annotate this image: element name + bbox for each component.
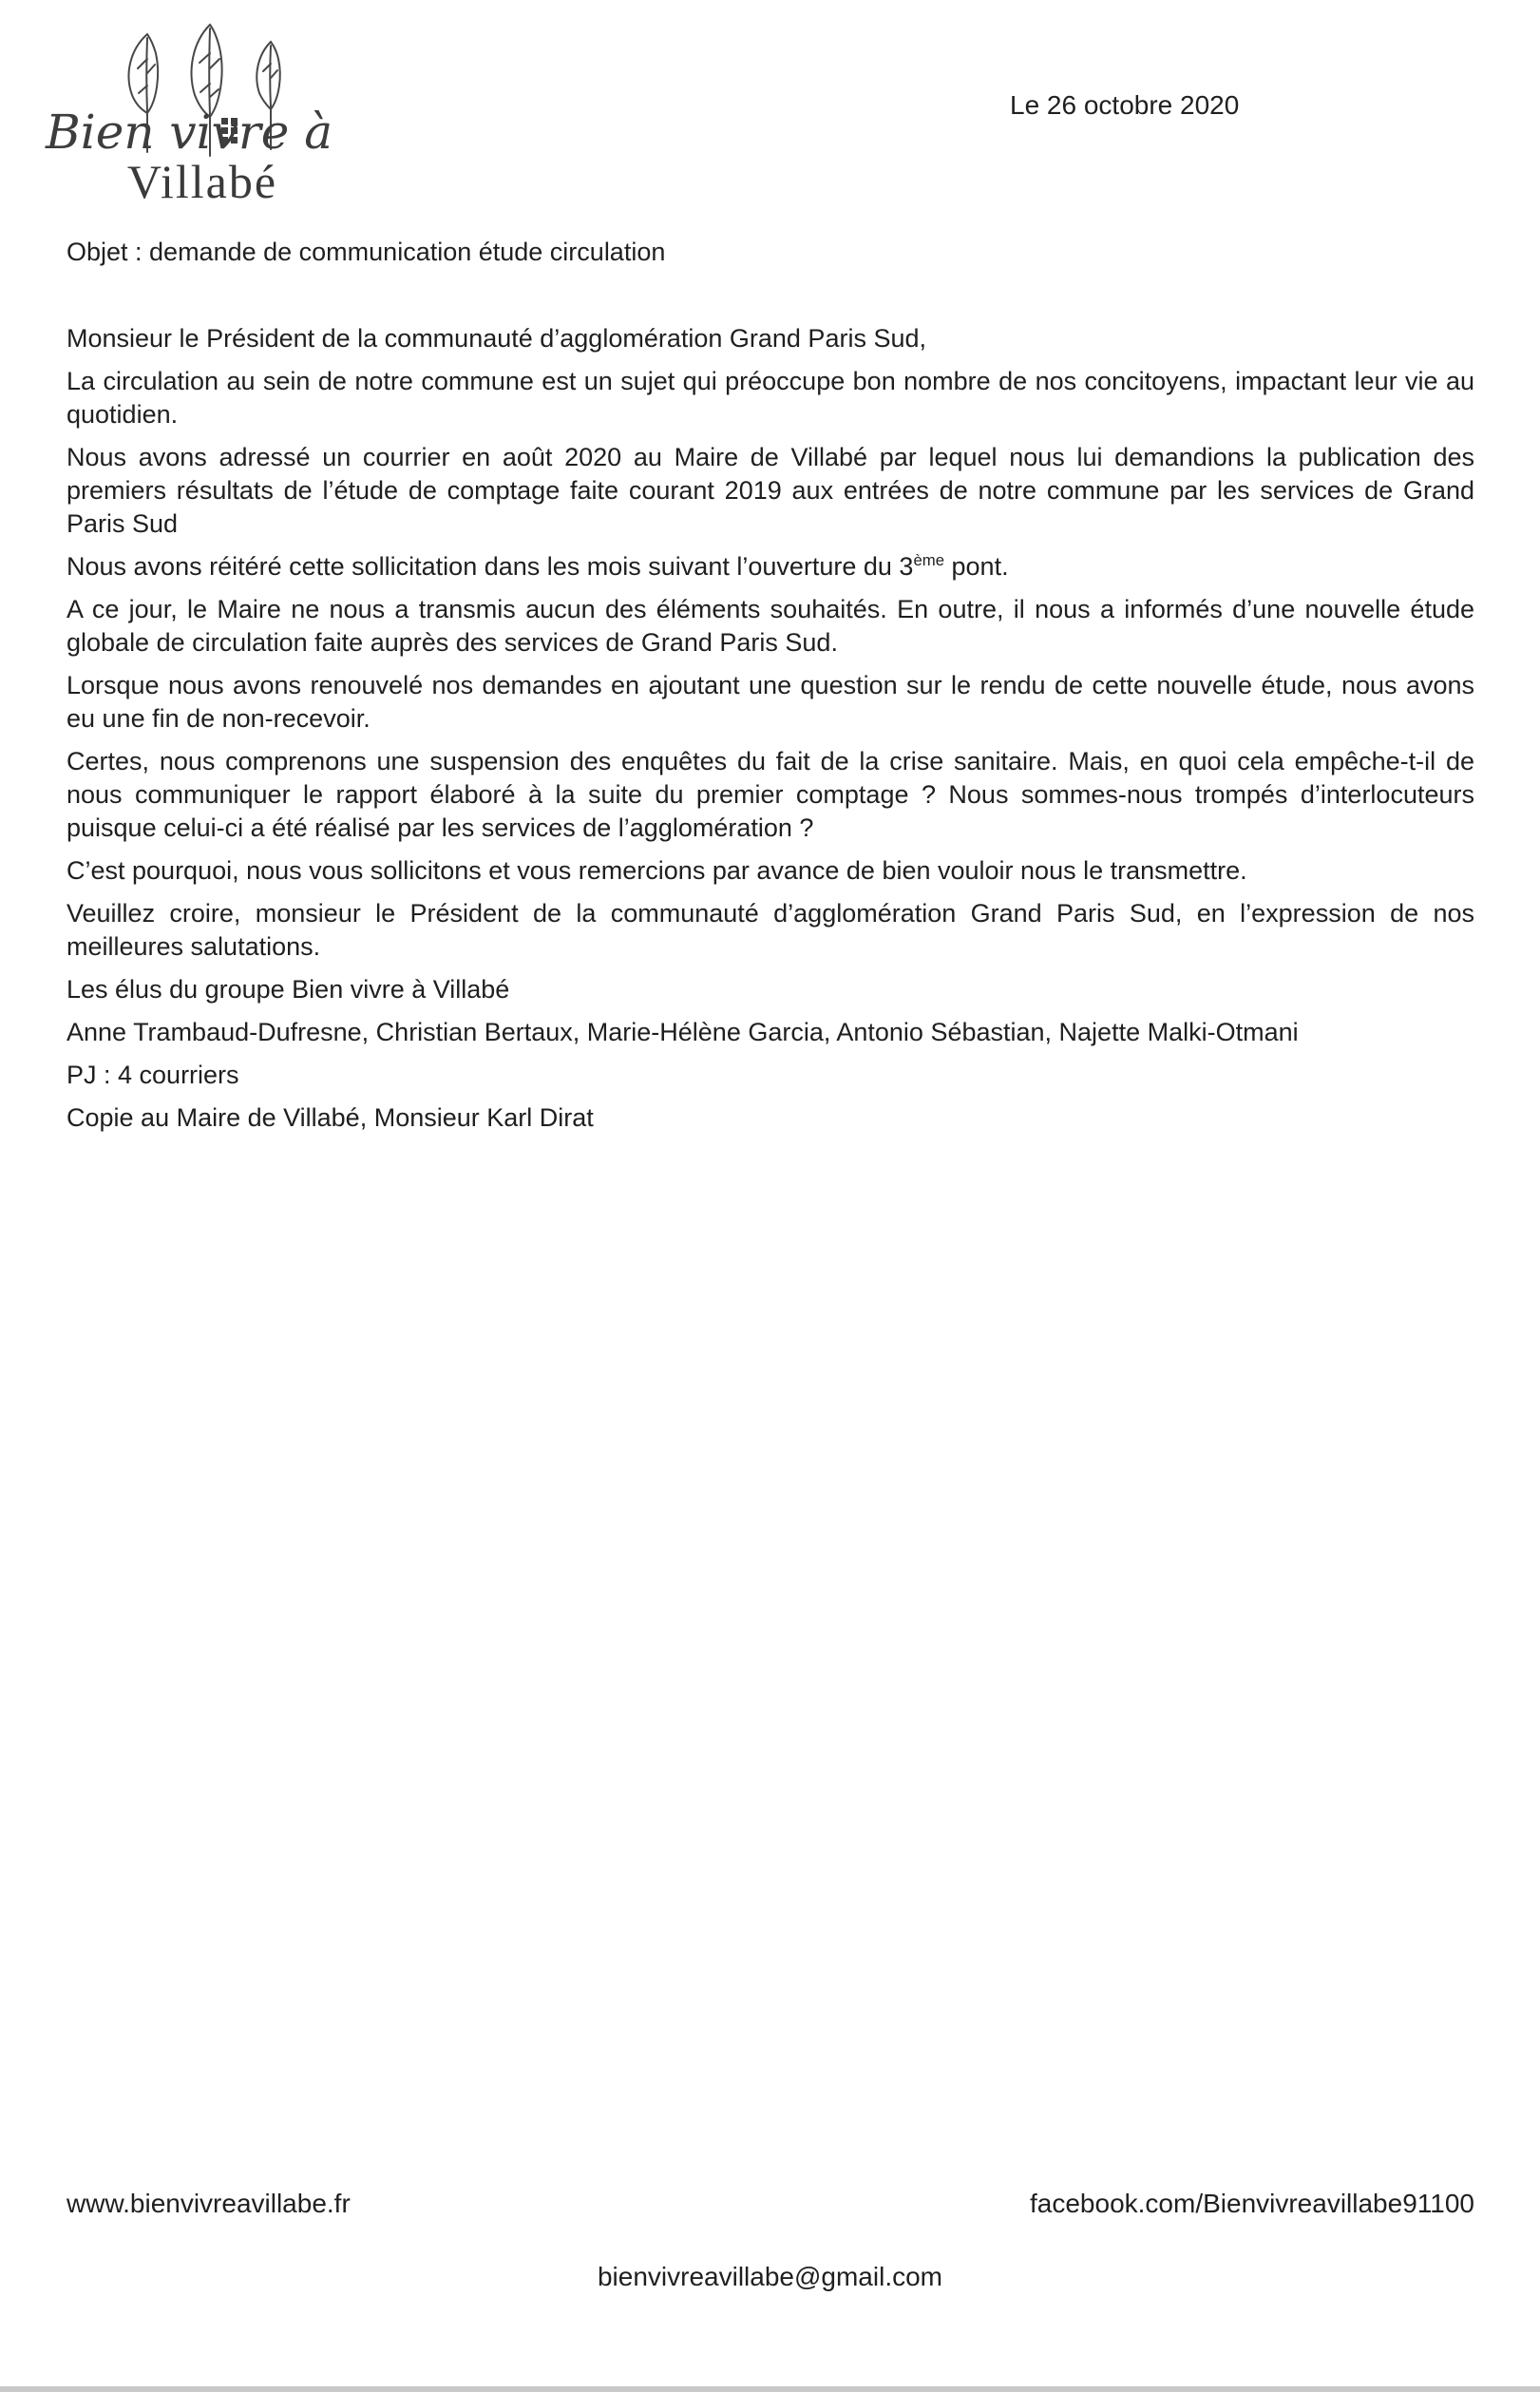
paragraph-lorsque: Lorsque nous avons renouvelé nos demandes en ajoutant une question sur le rendu de cette nouvelle étude, nous avons eu une fin de non-recevoir. — [67, 671, 1474, 733]
paragraph-a-ce-jour: A ce jour, le Maire ne nous a transmis aucun des éléments souhaités. En outre, il nous a informés d’une nouvelle étude globale de circulation faite auprès des services de Grand Paris Sud. — [67, 595, 1474, 657]
signature-group-line: Les élus du groupe Bien vivre à Villabé — [67, 975, 510, 1004]
footer — [67, 2189, 1474, 2219]
paragraph-salutation: Monsieur le Président de la communauté d’agglomération Grand Paris Sud, — [67, 324, 926, 353]
letter-body — [67, 238, 1474, 1144]
paragraph-cest-pourquoi: C’est pourquoi, nous vous sollicitons et vous remercions par avance de bien vouloir nous le transmettre. — [67, 856, 1247, 885]
paragraph-veuillez-croire: Veuillez croire, monsieur le Président de la communauté d’agglomération Grand Paris Sud, en l’expression de nos meilleures salutations. — [67, 899, 1474, 961]
paragraph-reiteration — [67, 550, 1474, 584]
logo-name-text: Villabé — [126, 155, 278, 208]
paragraph-circulation: La circulation au sein de notre commune est un sujet qui préoccupe bon nombre de nos concitoyens, impactant leur vie au quotidien. — [67, 367, 1474, 429]
paragraph-courrier-aout: Nous avons adressé un courrier en août 2020 au Maire de Villabé par lequel nous lui demandions la publication des premiers résultats de l’étude de comptage faite courant 2019 aux entrées de notre commune par les services de Grand Paris Sud — [67, 443, 1474, 538]
letter-date: Le 26 octobre 2020 — [1010, 90, 1240, 120]
email-link[interactable]: bienvivreavillabe@gmail.com — [597, 2262, 942, 2291]
page-edge-shadow — [0, 2386, 1540, 2392]
reiteration-text-before: Nous avons réitéré cette sollicitation dans les mois suivant l’ouverture du 3 — [67, 552, 914, 581]
facebook-link[interactable]: facebook.com/Bienvivreavillabe91100 — [1030, 2189, 1474, 2218]
logo-script-text: Bien vivre à — [46, 105, 333, 160]
paragraph-certes: Certes, nous comprenons une suspension des enquêtes du fait de la crise sanitaire. Mais, en quoi cela empêche-t-il de nous communiquer le rapport élaboré à la suite du premier comptage ? Nous sommes-nous trompés d’interlocuteurs puisque celui-ci a été réalisé par les services de l’agglomération ? — [67, 747, 1474, 842]
ordinal-superscript: ème — [913, 551, 945, 569]
signature-names-line: Anne Trambaud-Dufresne, Christian Bertaux, Marie-Hélène Garcia, Antonio Sébastian, Najette Malki-Otmani — [67, 1018, 1299, 1046]
subject-line: Objet : demande de communication étude circulation — [67, 238, 666, 266]
logo — [46, 21, 369, 206]
copy-line: Copie au Maire de Villabé, Monsieur Karl Dirat — [67, 1103, 594, 1132]
attachments-line: PJ : 4 courriers — [67, 1061, 239, 1089]
reiteration-text-after: pont. — [944, 552, 1009, 581]
website-link[interactable]: www.bienvivreavillabe.fr — [67, 2189, 351, 2218]
